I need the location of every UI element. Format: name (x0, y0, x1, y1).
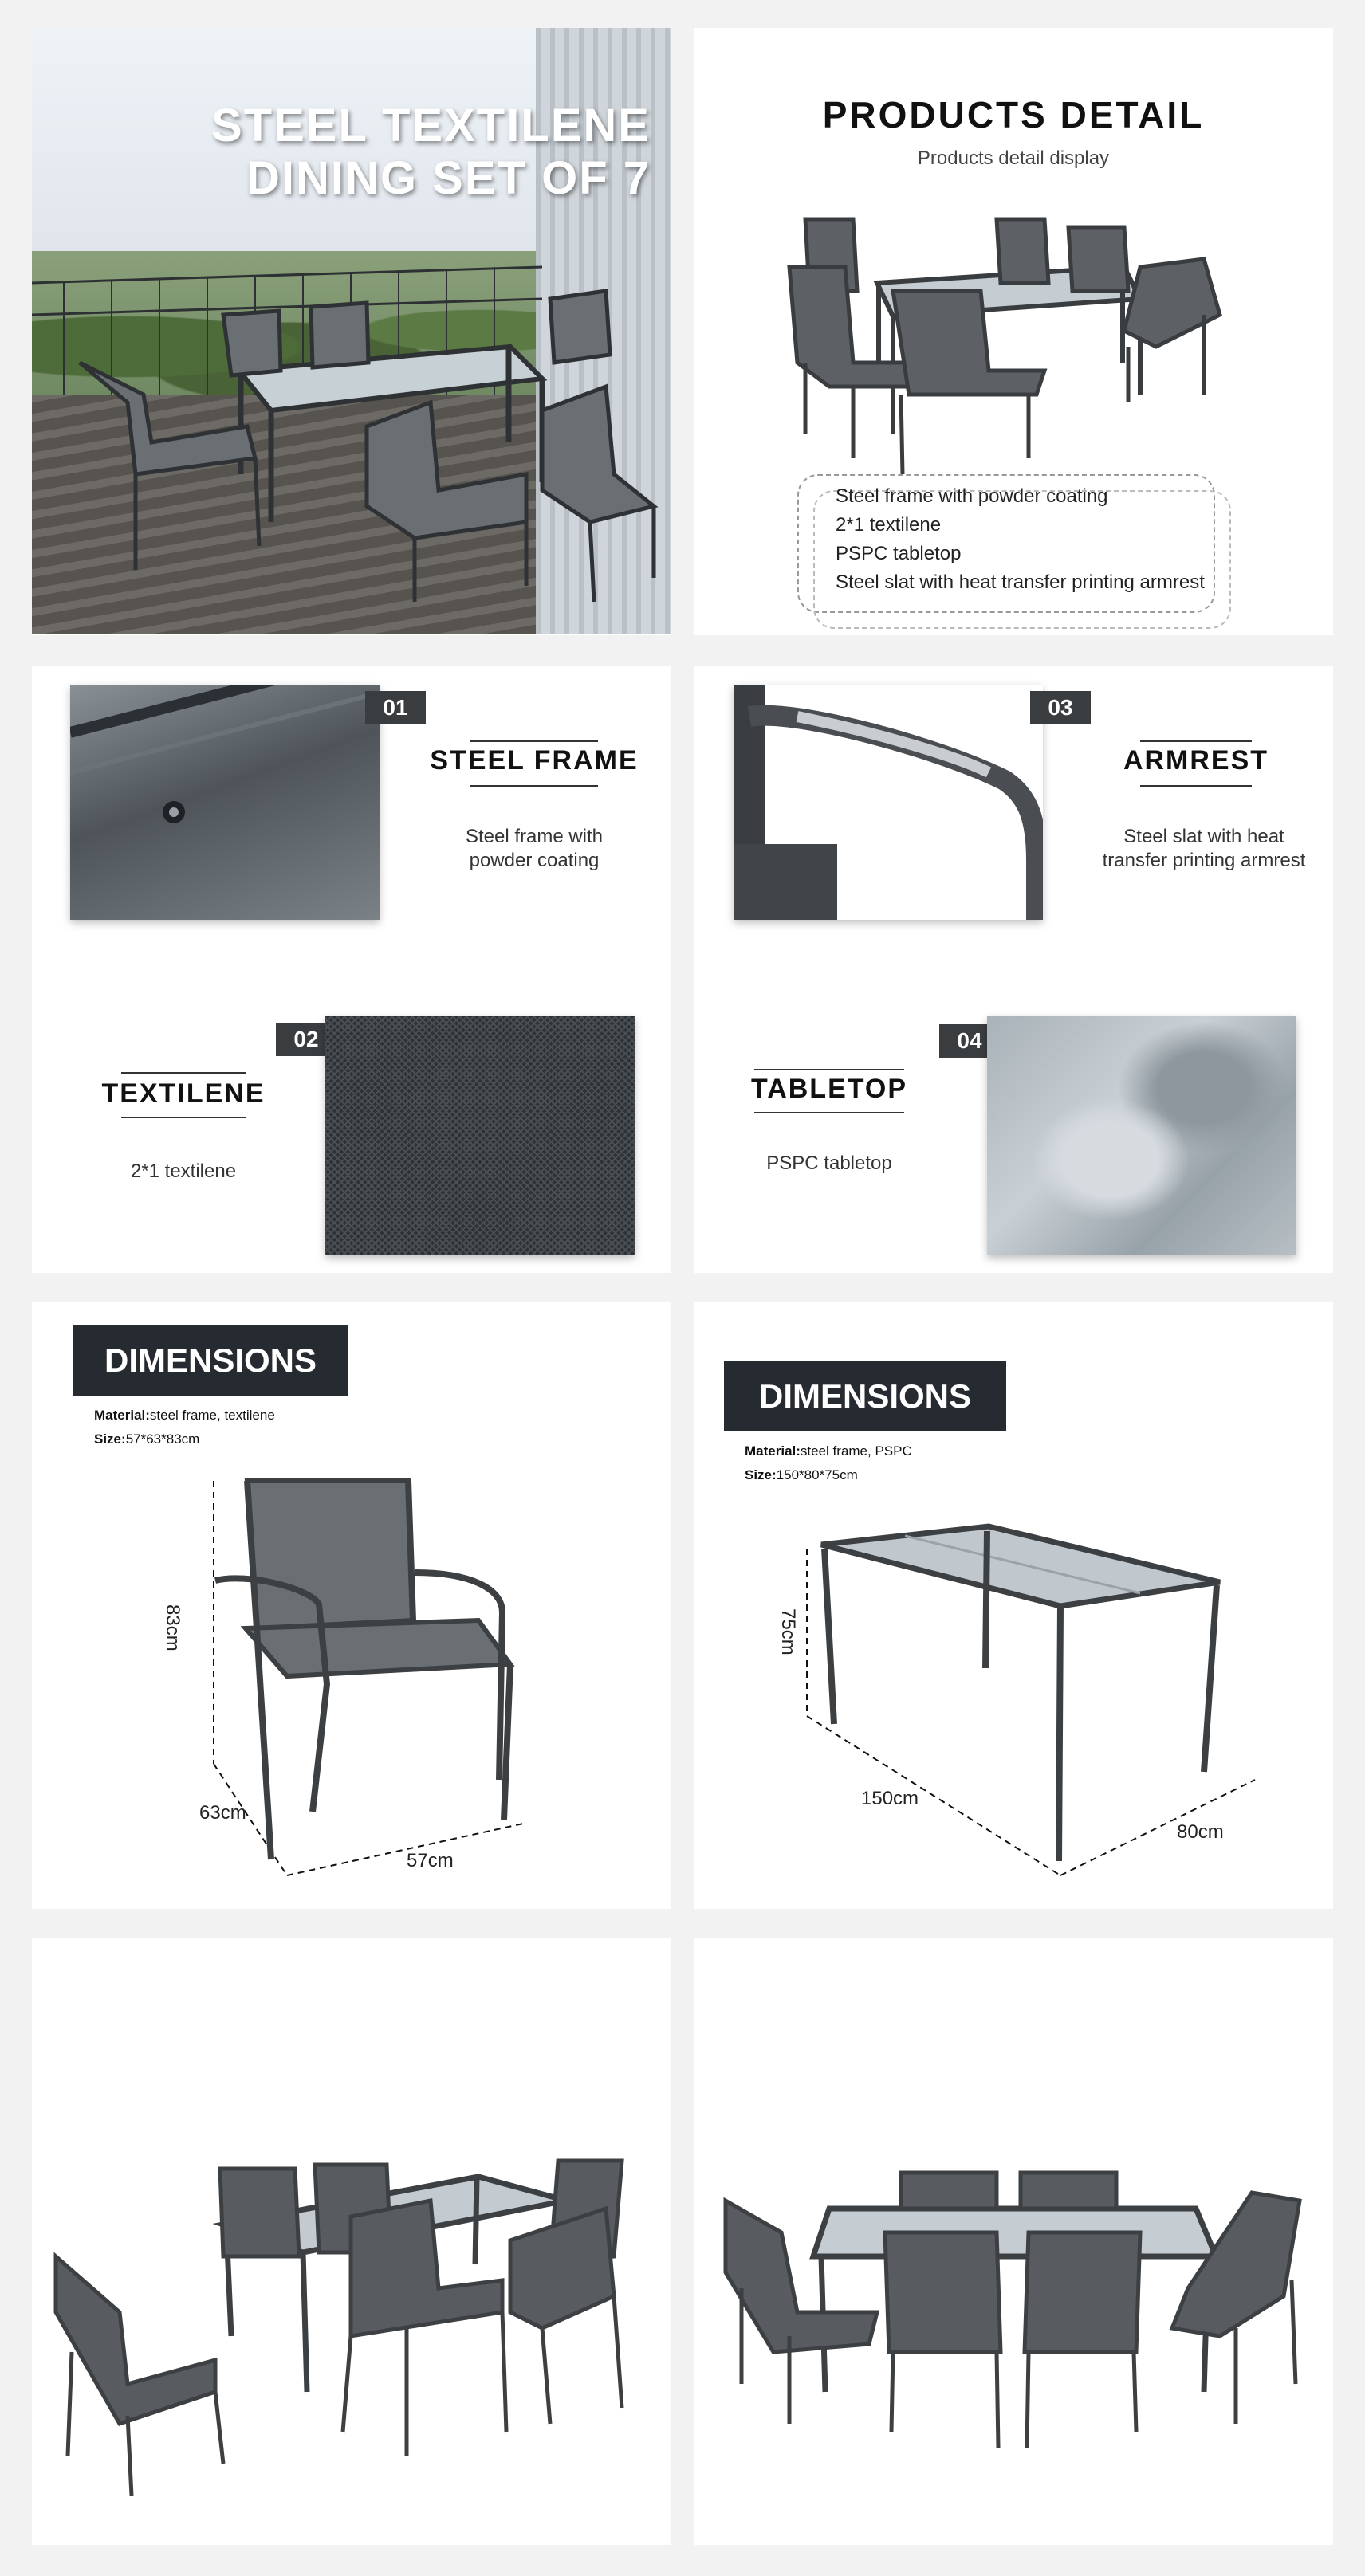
feature-title-armrest: ARMREST (1123, 745, 1269, 776)
feature-desc-line: Steel frame with (465, 826, 604, 847)
feature-desc-textilene (64, 1160, 303, 1184)
feature-title-rule (754, 1069, 904, 1070)
size-value: 57*63*83cm (125, 1431, 200, 1447)
armrest-photo (734, 685, 1043, 920)
feature-desc-armrest (1076, 825, 1332, 873)
features-panel-right (694, 666, 1333, 1273)
spec-list (836, 482, 1205, 597)
chair-dimension-drawing (32, 1302, 671, 1909)
products-detail-panel (694, 28, 1333, 635)
feature-desc-line: powder coating (469, 850, 600, 871)
feature-title-rule (121, 1072, 246, 1074)
hero-title-line2: DINING SET OF 7 (246, 152, 651, 204)
table-length-label: 150cm (861, 1788, 919, 1809)
size-label: Size: (94, 1431, 126, 1447)
feature-title-rule (1140, 785, 1252, 787)
feature-number-03: 03 (1030, 691, 1091, 724)
set-photo-angle-panel (32, 1938, 671, 2545)
material-label: Material: (94, 1408, 150, 1423)
feature-number-04: 04 (939, 1024, 1000, 1058)
dimensions-badge: DIMENSIONS (73, 1325, 348, 1396)
textilene-photo (325, 1016, 635, 1255)
size-value: 150*80*75cm (776, 1467, 858, 1482)
feature-desc-line: PSPC tabletop (766, 1153, 892, 1174)
features-panel-left (32, 666, 671, 1273)
feature-title-tabletop: TABLETOP (750, 1074, 908, 1104)
feature-title-textilene: TEXTILENE (101, 1078, 266, 1109)
set-photo-front-panel (694, 1938, 1333, 2545)
hero-title (211, 100, 651, 205)
material-value: steel frame, PSPC (800, 1443, 912, 1459)
size-label: Size: (745, 1467, 777, 1482)
spec-item: PSPC tabletop (836, 543, 962, 564)
material-label: Material: (745, 1443, 801, 1459)
feature-desc-tabletop (710, 1152, 949, 1176)
spec-item: 2*1 textilene (836, 514, 942, 536)
chair-width-label: 57cm (407, 1850, 454, 1871)
products-detail-title: PRODUCTS DETAIL (822, 94, 1205, 135)
table-dimensions-panel (694, 1302, 1333, 1909)
chair-dimensions-panel (32, 1302, 671, 1909)
products-detail-subtitle: Products detail display (917, 147, 1110, 169)
dining-set-front-image (694, 1938, 1333, 2545)
table-dimension-drawing (694, 1302, 1333, 1909)
dimensions-badge: DIMENSIONS (724, 1361, 1006, 1431)
spec-item: Steel slat with heat transfer printing armrest (836, 571, 1205, 593)
feature-desc-steel-frame (415, 825, 654, 873)
feature-title-rule (470, 740, 598, 742)
dining-set-angle-image (32, 1938, 671, 2545)
feature-title-steel-frame: STEEL FRAME (430, 745, 639, 776)
steel-frame-photo (70, 685, 380, 920)
hero-photo-panel (32, 28, 671, 635)
feature-title-rule (1140, 740, 1252, 742)
table-height-label: 75cm (777, 1608, 799, 1655)
feature-number-01: 01 (365, 691, 426, 724)
feature-desc-line: transfer printing armrest (1102, 850, 1306, 871)
chair-depth-label: 63cm (199, 1802, 246, 1824)
tabletop-photo (987, 1016, 1296, 1255)
feature-title-rule (754, 1112, 904, 1113)
feature-title-rule (121, 1117, 246, 1118)
feature-desc-line: Steel slat with heat (1123, 826, 1284, 847)
material-value: steel frame, textilene (149, 1408, 275, 1423)
table-width-label: 80cm (1177, 1821, 1224, 1843)
feature-desc-line: 2*1 textilene (130, 1160, 237, 1182)
feature-title-rule (470, 785, 598, 787)
hero-title-line1: STEEL TEXTILENE (210, 100, 651, 151)
spec-item: Steel frame with powder coating (836, 485, 1108, 507)
feature-number-02: 02 (276, 1023, 336, 1056)
chair-height-label: 83cm (162, 1604, 183, 1651)
